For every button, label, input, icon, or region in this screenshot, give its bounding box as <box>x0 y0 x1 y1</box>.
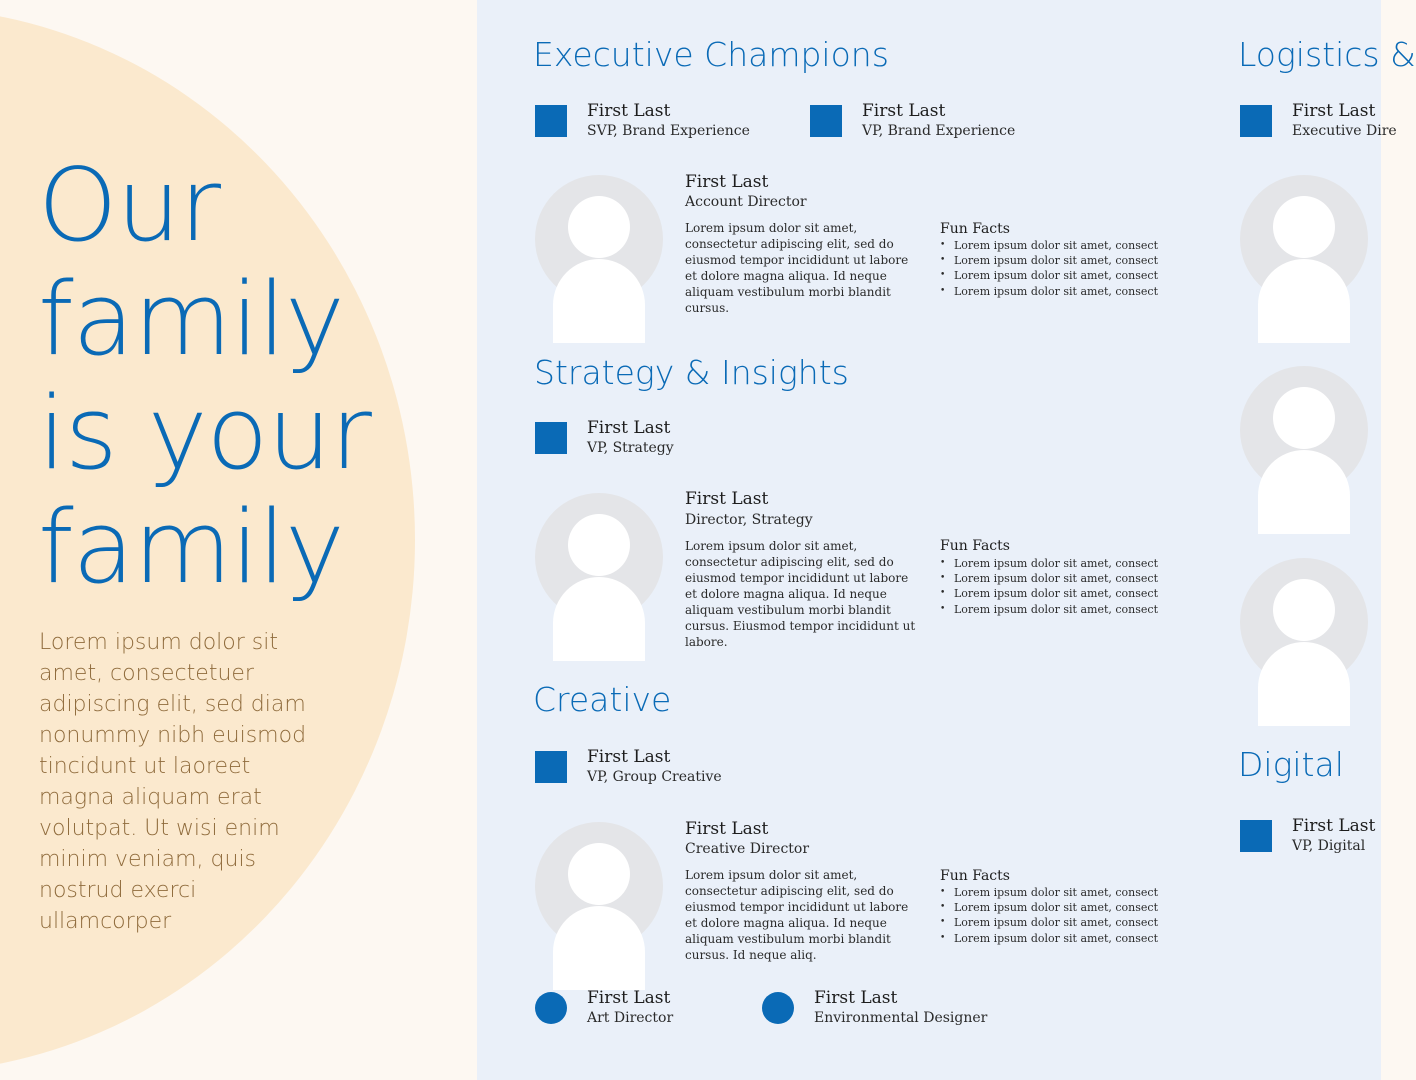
member-name: First Last <box>587 747 671 767</box>
member-name: First Last <box>1292 101 1376 121</box>
section-title-logistics: Logistics & <box>1238 35 1416 74</box>
fun-facts-list <box>940 556 1158 617</box>
fun-fact-item: • Lorem ipsum dolor sit amet, consect <box>940 931 1158 946</box>
fun-fact-item: • Lorem ipsum dolor sit amet, consect <box>940 602 1158 617</box>
member-role: SVP, Brand Experience <box>587 123 750 139</box>
team-member <box>762 988 1022 1032</box>
fun-fact-item: • Lorem ipsum dolor sit amet, consect <box>940 571 1158 586</box>
fun-facts-list <box>940 885 1158 946</box>
profile-name: First Last <box>685 489 769 509</box>
section-title-strategy-insights: Strategy & Insights <box>534 353 849 392</box>
profile-name: First Last <box>685 172 769 192</box>
member-dot-icon <box>535 992 567 1024</box>
member-role: VP, Brand Experience <box>862 123 1016 139</box>
member-name: First Last <box>862 101 946 121</box>
avatar-placeholder-icon <box>535 175 663 303</box>
member-name: First Last <box>587 988 671 1008</box>
fun-facts-list <box>940 238 1158 299</box>
profile-role: Creative Director <box>685 841 810 857</box>
member-role: VP, Digital <box>1292 838 1366 854</box>
member-name: First Last <box>814 988 898 1008</box>
team-lead <box>535 418 755 462</box>
member-square-icon <box>535 105 567 137</box>
fun-fact-item: • Lorem ipsum dolor sit amet, consect <box>940 238 1158 253</box>
team-panel <box>477 0 1416 1080</box>
profile-role: Director, Strategy <box>685 512 813 528</box>
member-square-icon <box>535 422 567 454</box>
hero-line: Our <box>38 146 221 264</box>
member-role: Art Director <box>587 1010 674 1026</box>
team-lead <box>535 101 755 145</box>
intro-paragraph: Lorem ipsum dolor sit amet, consectetuer adipiscing elit, sed diam nonummy nibh euismod tincidunt ut laoreet magna aliquam erat volutpat. Ut wisi enim minim veniam, quis nostrud exerci ullamcorper <box>39 630 307 934</box>
fun-fact-item: • Lorem ipsum dolor sit amet, consect <box>940 900 1158 915</box>
fun-fact-item: • Lorem ipsum dolor sit amet, consect <box>940 284 1158 299</box>
profile-role: Account Director <box>685 194 807 210</box>
hero-line: family <box>38 488 344 606</box>
fun-facts-title: Fun Facts <box>940 538 1010 554</box>
section-title-creative: Creative <box>533 680 672 719</box>
member-square-icon <box>1240 820 1272 852</box>
section-title-executive-champions: Executive Champions <box>533 35 889 74</box>
fun-facts-title: Fun Facts <box>940 868 1010 884</box>
member-role: Environmental Designer <box>814 1010 988 1026</box>
avatar-placeholder-icon <box>1240 366 1368 494</box>
section-title-digital: Digital <box>1238 745 1344 784</box>
hero-panel <box>0 0 477 1080</box>
member-square-icon <box>535 751 567 783</box>
profile-bio: Lorem ipsum dolor sit amet, consectetur adipiscing elit, sed do eiusmod tempor incididunt ut labore et dolore magna aliqua. Id neque aliquam vestibulum morbi blandit cursus. <box>685 221 909 315</box>
team-member <box>535 988 735 1032</box>
hero-line: is your <box>38 374 371 492</box>
member-square-icon <box>1240 105 1272 137</box>
team-lead <box>1240 101 1400 145</box>
fun-fact-item: • Lorem ipsum dolor sit amet, consect <box>940 268 1158 283</box>
fun-fact-item: • Lorem ipsum dolor sit amet, consect <box>940 915 1158 930</box>
fun-fact-item: • Lorem ipsum dolor sit amet, consect <box>940 253 1158 268</box>
fun-fact-item: • Lorem ipsum dolor sit amet, consect <box>940 556 1158 571</box>
member-name: First Last <box>587 418 671 438</box>
fun-fact-item: • Lorem ipsum dolor sit amet, consect <box>940 885 1158 900</box>
avatar-placeholder-icon <box>1240 175 1368 303</box>
profile-bio: Lorem ipsum dolor sit amet, consectetur adipiscing elit, sed do eiusmod tempor incididunt ut labore et dolore magna aliqua. Id neque aliquam vestibulum morbi blandit cursus. Eiusmod tempor incididunt ut labore. <box>685 539 916 649</box>
profile-name: First Last <box>685 819 769 839</box>
member-name: First Last <box>1292 816 1376 836</box>
fun-facts-title: Fun Facts <box>940 221 1010 237</box>
hero-headline <box>38 148 371 604</box>
fun-fact-item: • Lorem ipsum dolor sit amet, consect <box>940 586 1158 601</box>
team-lead <box>535 747 755 791</box>
member-role: VP, Strategy <box>587 440 674 456</box>
hero-line: family <box>38 260 344 378</box>
member-name: First Last <box>587 101 671 121</box>
avatar-placeholder-icon <box>1240 558 1368 686</box>
avatar-placeholder-icon <box>535 493 663 621</box>
member-dot-icon <box>762 992 794 1024</box>
team-lead <box>1240 816 1400 860</box>
member-square-icon <box>810 105 842 137</box>
avatar-placeholder-icon <box>535 822 663 950</box>
team-lead <box>810 101 1030 145</box>
profile-bio: Lorem ipsum dolor sit amet, consectetur adipiscing elit, sed do eiusmod tempor incididunt ut labore et dolore magna aliqua. Id neque aliquam vestibulum morbi blandit cursus. Id neque aliq. <box>685 868 909 962</box>
member-role: Executive Dire <box>1292 123 1397 139</box>
member-role: VP, Group Creative <box>587 769 722 785</box>
